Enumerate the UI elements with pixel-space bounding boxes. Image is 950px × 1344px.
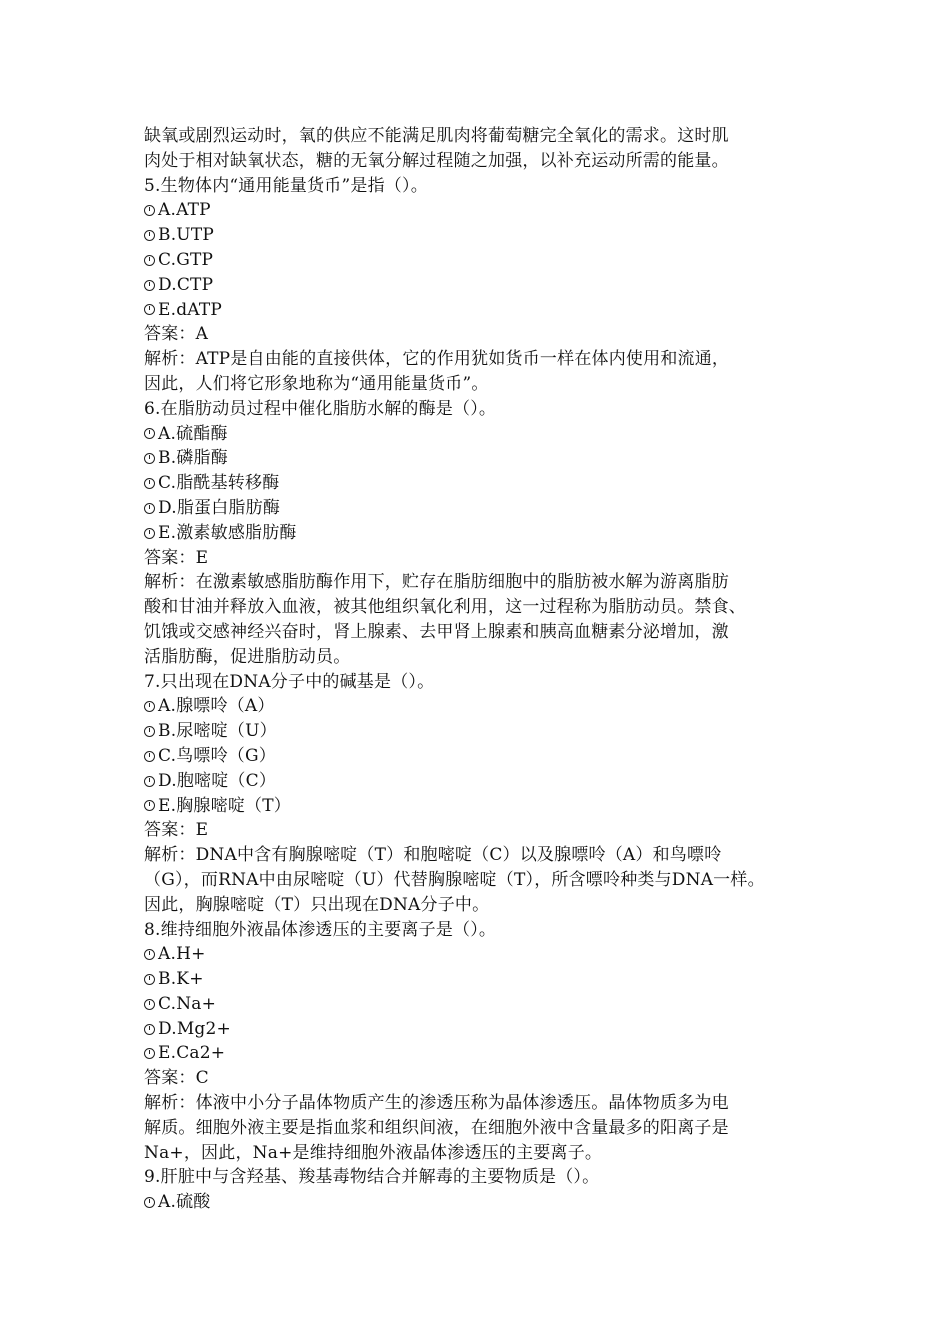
answer-option[interactable]	[144, 1041, 824, 1066]
explanation-line: 活脂肪酶，促进脂肪动员。	[144, 646, 351, 667]
option-label: D.脂蛋白脂肪酶	[158, 497, 281, 518]
radio-icon[interactable]	[144, 255, 155, 266]
option-label: D.Mg2+	[158, 1018, 231, 1039]
radio-icon[interactable]	[144, 701, 155, 712]
answer-option[interactable]	[144, 719, 824, 744]
answer-option[interactable]	[144, 1190, 824, 1215]
radio-icon[interactable]	[144, 478, 155, 489]
option-label: E.dATP	[158, 299, 223, 320]
radio-icon[interactable]	[144, 726, 155, 737]
radio-icon[interactable]	[144, 949, 155, 960]
answer-option[interactable]	[144, 744, 824, 769]
explanation-line: 解析：在激素敏感脂肪酶作用下，贮存在脂肪细胞中的脂肪被水解为游离脂肪	[144, 572, 729, 593]
explanation-line: 解析：ATP是自由能的直接供体，它的作用犹如货币一样在体内使用和流通，	[144, 349, 730, 370]
option-label: C.鸟嘌呤（G）	[158, 745, 276, 766]
question-stem: 8.维持细胞外液晶体渗透压的主要离子是（）。	[144, 919, 497, 940]
answer-option[interactable]	[144, 967, 824, 992]
radio-icon[interactable]	[144, 1024, 155, 1035]
radio-icon[interactable]	[144, 205, 155, 216]
option-label: E.激素敏感脂肪酶	[158, 522, 297, 543]
radio-icon[interactable]	[144, 230, 155, 241]
option-label: A.硫酸	[158, 1192, 211, 1213]
option-label: B.尿嘧啶（U）	[158, 721, 277, 742]
question-stem: 7.只出现在DNA分子中的碱基是（）。	[144, 671, 435, 692]
option-label: B.K+	[158, 969, 204, 990]
answer-option[interactable]	[144, 273, 824, 298]
explanation-line: 解质。细胞外液主要是指血浆和组织间液，在细胞外液中含量最多的阳离子是	[144, 1117, 729, 1138]
answer-option[interactable]	[144, 248, 824, 273]
explanation-line: Na+，因此，Na+是维持细胞外液晶体渗透压的主要离子。	[144, 1142, 603, 1163]
option-label: B.磷脂酶	[158, 448, 228, 469]
explanation-line: 因此，人们将它形象地称为“通用能量货币”。	[144, 373, 489, 394]
answer-option[interactable]	[144, 521, 824, 546]
question-stem: 9.肝脏中与含羟基、羧基毒物结合并解毒的主要物质是（）。	[144, 1167, 600, 1188]
option-label: C.GTP	[158, 249, 214, 270]
radio-icon[interactable]	[144, 428, 155, 439]
radio-icon[interactable]	[144, 776, 155, 787]
option-label: E.胸腺嘧啶（T）	[158, 795, 291, 816]
explanation-line: 解析：体液中小分子晶体物质产生的渗透压称为晶体渗透压。晶体物质多为电	[144, 1093, 729, 1114]
answer-option[interactable]	[144, 223, 824, 248]
option-label: D.胞嘧啶（C）	[158, 770, 277, 791]
answer-option[interactable]	[144, 298, 824, 323]
answer-option[interactable]	[144, 769, 824, 794]
radio-icon[interactable]	[144, 751, 155, 762]
radio-icon[interactable]	[144, 1048, 155, 1059]
explanation-line: （G），而RNA中由尿嘧啶（U）代替胸腺嘧啶（T），所含嘌呤种类与DNA一样。	[144, 869, 765, 890]
option-label: C.脂酰基转移酶	[158, 473, 280, 494]
answer-option[interactable]	[144, 794, 824, 819]
answer-option[interactable]	[144, 694, 824, 719]
intro-line: 肉处于相对缺氧状态，糖的无氧分解过程随之加强，以补充运动所需的能量。	[144, 150, 729, 171]
radio-icon[interactable]	[144, 528, 155, 539]
question-stem: 5.生物体内“通用能量货币”是指（）。	[144, 175, 428, 196]
option-label: D.CTP	[158, 274, 214, 295]
question-stem: 6.在脂肪动员过程中催化脂肪水解的酶是（）。	[144, 398, 497, 419]
intro-line: 缺氧或剧烈运动时，氧的供应不能满足肌肉将葡萄糖完全氧化的需求。这时肌	[144, 126, 729, 146]
explanation-line: 因此，胸腺嘧啶（T）只出现在DNA分子中。	[144, 894, 490, 915]
option-label: E.Ca2+	[158, 1043, 226, 1064]
option-label: A.ATP	[158, 200, 211, 221]
answer-option[interactable]	[144, 446, 824, 471]
answer-option[interactable]	[144, 942, 824, 967]
radio-icon[interactable]	[144, 1197, 155, 1208]
answer-option[interactable]	[144, 992, 824, 1017]
explanation-line: 饥饿或交感神经兴奋时，肾上腺素、去甲肾上腺素和胰高血糖素分泌增加，激	[144, 621, 729, 642]
answer-option[interactable]	[144, 496, 824, 521]
radio-icon[interactable]	[144, 974, 155, 985]
answer-option[interactable]	[144, 1017, 824, 1042]
option-label: A.硫酯酶	[158, 423, 228, 444]
option-label: A.腺嘌呤（A）	[158, 696, 275, 717]
answer-option[interactable]	[144, 422, 824, 447]
radio-icon[interactable]	[144, 304, 155, 315]
answer-option[interactable]	[144, 198, 824, 223]
document-page	[144, 124, 824, 1215]
answer-option[interactable]	[144, 471, 824, 496]
radio-icon[interactable]	[144, 503, 155, 514]
answer-key: 答案：A	[144, 324, 209, 345]
option-label: B.UTP	[158, 225, 215, 246]
option-label: C.Na+	[158, 993, 217, 1014]
option-label: A.H+	[158, 944, 206, 965]
radio-icon[interactable]	[144, 999, 155, 1010]
explanation-line: 解析：DNA中含有胸腺嘧啶（T）和胞嘧啶（C）以及腺嘌呤（A）和鸟嘌呤	[144, 845, 722, 866]
radio-icon[interactable]	[144, 453, 155, 464]
answer-key: 答案：C	[144, 1068, 209, 1089]
radio-icon[interactable]	[144, 800, 155, 811]
explanation-line: 酸和甘油并释放入血液，被其他组织氧化利用，这一过程称为脂肪动员。禁食、	[144, 597, 746, 618]
radio-icon[interactable]	[144, 280, 155, 291]
answer-key: 答案：E	[144, 547, 209, 568]
answer-key: 答案：E	[144, 820, 209, 841]
